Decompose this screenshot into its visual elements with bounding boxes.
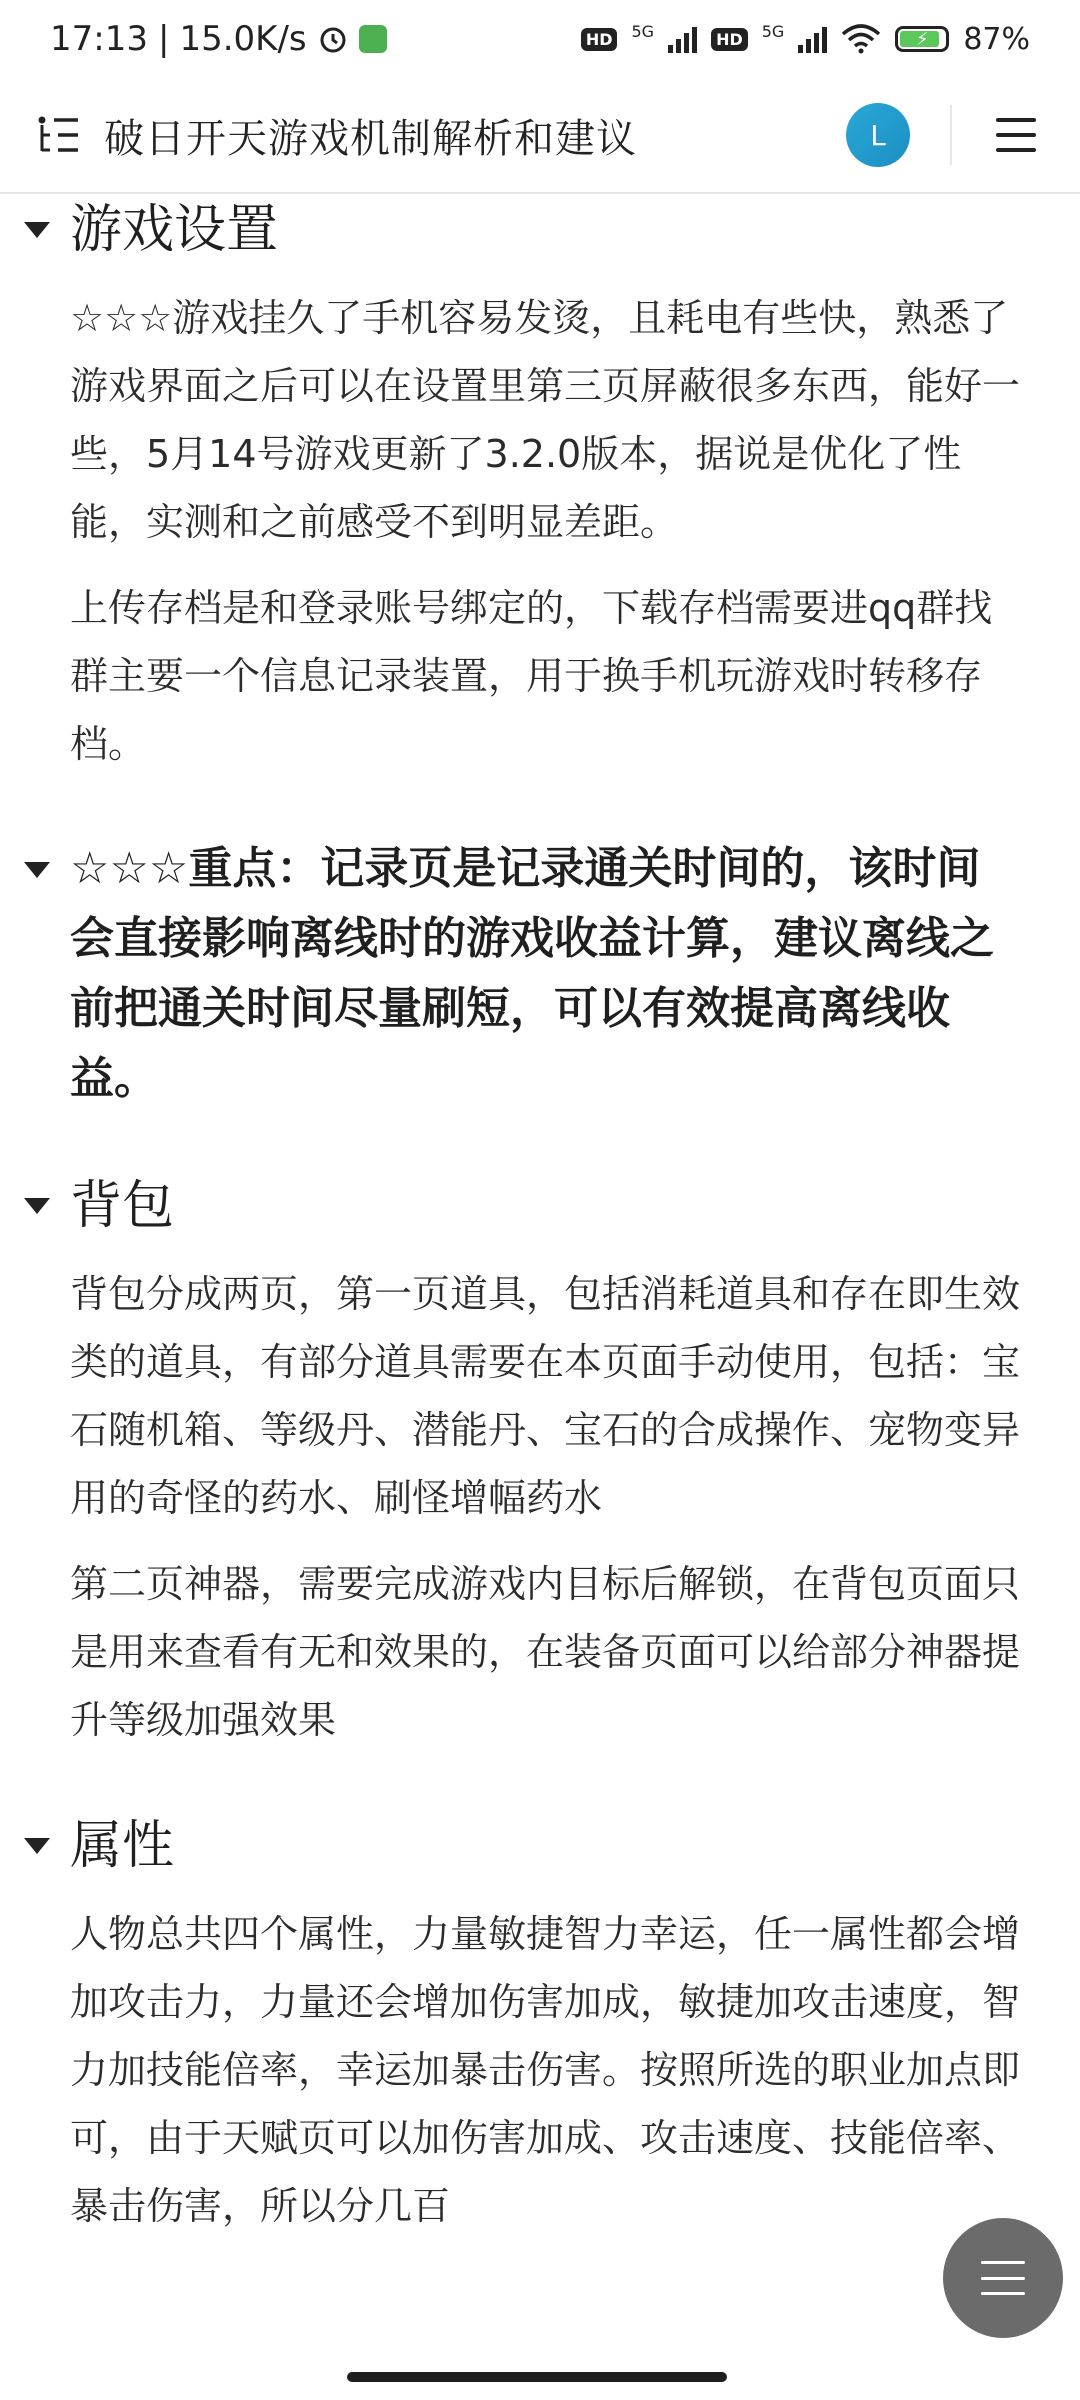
status-time: 17:13 [50,19,148,59]
collapse-triangle-icon[interactable] [24,222,50,238]
paragraph: 背包分成两页，第一页道具，包括消耗道具和存在即生效类的道具，有部分道具需要在本页面手动使用，包括：宝石随机箱、等级丹、潜能丹、宝石的合成操作、宠物变异用的奇怪的药水、刷怪增幅药水 [70,1272,1021,1520]
document-content[interactable] [0,194,1080,2354]
collapse-triangle-icon[interactable] [24,1838,50,1854]
collapse-triangle-icon[interactable] [24,862,50,878]
status-left [50,19,387,59]
app-header [0,78,1080,194]
paragraph: 第二页神器，需要完成游戏内目标后解锁，在背包页面只是用来查看有无和效果的，在装备页面可以给部分神器提升等级加强效果 [70,1562,1021,1742]
app-notification-icon [359,25,387,53]
paragraph: 人物总共四个属性，力量敏捷智力幸运，任一属性都会增加攻击力，力量还会增加伤害加成，敏捷加攻击速度，智力加技能倍率，幸运加暴击伤害。按照所选的职业加点即可，由于天赋页可以加伤害加成、攻击速度、技能倍率、暴击伤害，所以分几百 [70,1912,1021,2228]
user-avatar[interactable]: L [846,103,910,167]
table-of-contents-icon[interactable] [36,113,80,157]
signal-icon-1 [668,25,697,53]
section-heading-record-tip[interactable] [0,834,1080,1114]
network-type-2: 5G [761,21,785,41]
battery-percent: 87% [963,21,1030,57]
alarm-icon [317,23,349,55]
battery-icon: ⚡ [895,26,949,52]
hd-badge-2: HD [711,28,748,51]
section-heading-game-settings[interactable] [0,194,1080,266]
section-title: 背包 [70,1176,175,1236]
section-heading-attributes[interactable] [0,1810,1080,1882]
hamburger-menu-icon[interactable] [996,118,1036,152]
header-divider [950,105,952,165]
home-indicator[interactable] [347,2372,727,2382]
hd-badge-1: HD [581,28,618,51]
paragraph: 上传存档是和登录账号绑定的，下载存档需要进qq群找群主要一个信息记录装置，用于换手机玩游戏时转移存档。 [70,586,993,766]
paragraph: ☆☆☆游戏挂久了手机容易发烫，且耗电有些快，熟悉了游戏界面之后可以在设置里第三页屏蔽很多东西，能好一些，5月14号游戏更新了3.2.0版本，据说是优化了性能，实测和之前感受不到明显差距。 [70,296,1021,544]
network-type-1: 5G [631,21,655,41]
section-title: 游戏设置 [70,200,279,260]
status-net-speed: 15.0K/s [179,19,307,59]
status-separator: | [157,19,170,59]
section-title: 属性 [70,1816,175,1876]
section-heading-backpack[interactable] [0,1170,1080,1242]
section-title: ☆☆☆重点：记录页是记录通关时间的，该时间会直接影响离线时的游戏收益计算，建议离线之前把通关时间尽量刷短，可以有效提高离线收益。 [70,843,994,1104]
status-right [581,22,1030,57]
status-bar [0,0,1080,78]
outline-fab-button[interactable] [943,2218,1063,2338]
collapse-triangle-icon[interactable] [24,1198,50,1214]
signal-icon-2 [798,25,827,53]
page-title: 破日开天游戏机制解析和建议 [104,115,637,162]
list-icon [981,2261,1025,2295]
wifi-icon [841,24,881,54]
